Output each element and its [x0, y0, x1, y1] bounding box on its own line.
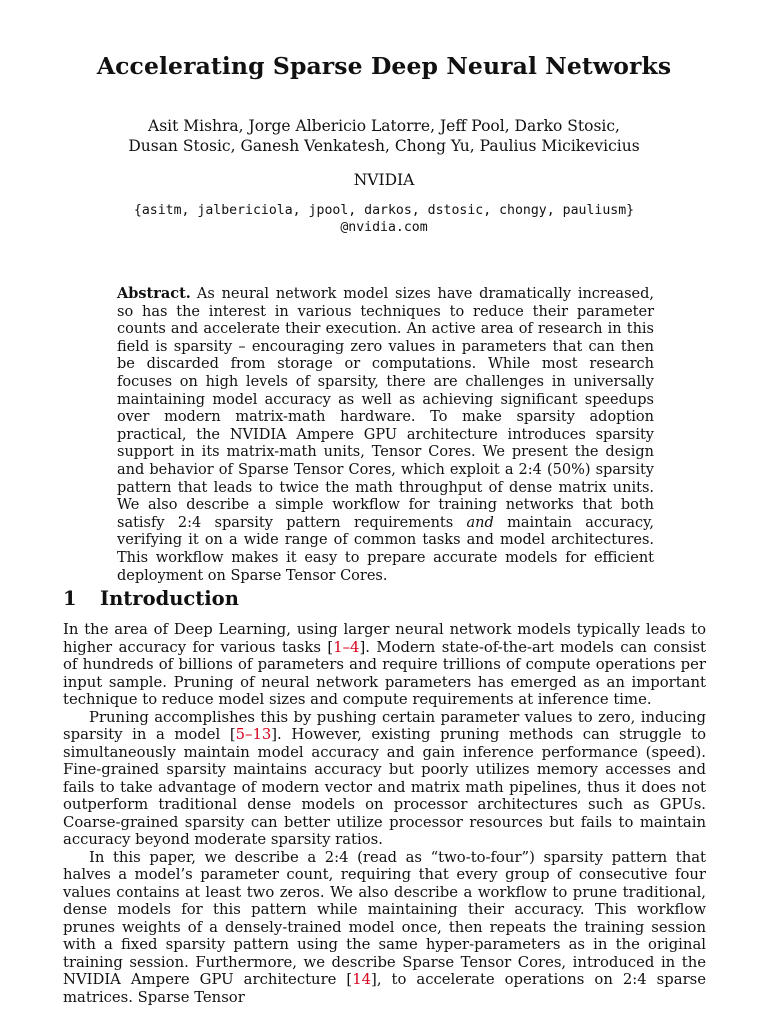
- author-line-2: Dusan Stosic, Ganesh Venkatesh, Chong Yu, Paulius Micikevicius: [128, 137, 640, 155]
- intro-p2-text-1: Pruning accomplishes this by pushing certain parameter values to zero, inducing sparsity in a model [: [63, 708, 706, 743]
- intro-paragraph-2: [63, 709, 706, 849]
- citation-link[interactable]: 14: [352, 971, 372, 988]
- affiliation: NVIDIA: [353, 171, 415, 189]
- abstract-label: Abstract.: [117, 285, 191, 302]
- introduction-body: [63, 621, 706, 1006]
- author-list: [0, 116, 768, 156]
- intro-paragraph-3: [63, 849, 706, 1007]
- section-number: 1: [63, 587, 77, 610]
- author-line-1: Asit Mishra, Jorge Albericio Latorre, Jeff Pool, Darko Stosic,: [148, 117, 620, 135]
- intro-paragraph-1: [63, 621, 706, 709]
- section-heading: [63, 587, 239, 610]
- intro-p2-text-2: ]. However, existing pruning methods can struggle to simultaneously maintain model accuracy and gain inference performance (speed). Fine-grained sparsity maintains accuracy but poorly utilizes memory accesses and fails to take advantage of modern vector and matrix math pipelines, thus it does not outperform traditional dense models on processor architectures such as GPUs. Coarse-grained sparsity can better utilize processor resources but fails to maintain accuracy beyond moderate sparsity ratios.: [63, 726, 706, 848]
- intro-p3-text-2: ], to accelerate operations on 2:4 sparse matrices. Sparse Tensor: [63, 971, 706, 1006]
- citation-link[interactable]: 5–13: [235, 726, 272, 743]
- citation-link[interactable]: 1–4: [333, 638, 360, 656]
- intro-p3-text-1: In this paper, we describe a 2:4 (read as “two-to-four”) sparsity pattern that halves a model’s parameter count, requiring that every group of consecutive four values contains at least two zeros. We also describe a workflow to prune traditional, dense models for this pattern while maintaining their accuracy. This workflow prunes weights of a densely-trained model once, then repeats the training session with a fixed sparsity pattern using the same hyper-parameters as in the original training session. Furthermore, we describe Sparse Tensor Cores, introduced in the NVIDIA Ampere GPU architecture [: [63, 848, 706, 988]
- intro-p1-text-1: In the area of Deep Learning, using larger neural network models typically leads to higher accuracy for various tasks [: [63, 621, 706, 656]
- abstract: [117, 285, 654, 585]
- email-line-1: {asitm, jalbericiola, jpool, darkos, dstosic, chongy, pauliusm}: [133, 203, 635, 218]
- paper-title: Accelerating Sparse Deep Neural Networks: [96, 52, 672, 80]
- abstract-text-1: As neural network model sizes have dramatically increased, so has the interest in various techniques to reduce their parameter counts and accelerate their execution. An active area of research in this field is sparsity – encouraging zero values in parameters that can then be discarded from storage or computations. While most research focuses on high levels of sparsity, there are challenges in universally maintaining model accuracy as well as achieving significant speedups over modern matrix-math hardware. To make sparsity adoption practical, the NVIDIA Ampere GPU architecture introduces sparsity support in its matrix-math units, Tensor Cores. We present the design and behavior of Sparse Tensor Cores, which exploit a 2:4 (50%) sparsity pattern that leads to twice the math throughput of dense matrix units. We also describe a simple workflow for training networks that both satisfy 2:4 sparsity pattern requirements: [117, 286, 654, 531]
- abstract-text-2: maintain accuracy, verifying it on a wide range of common tasks and model architectures. This workflow makes it easy to prepare accurate models for efficient deployment on Sparse Tensor Cores.: [117, 514, 655, 584]
- section-title: Introduction: [100, 587, 239, 610]
- email-list: [0, 202, 768, 236]
- intro-p1-text-2: ]. Modern state-of-the-art models can consist of hundreds of billions of parameters and require trillions of compute operations per input sample. Pruning of neural network parameters has emerged as an important technique to reduce model sizes and compute requirements at inference time.: [63, 638, 706, 708]
- email-line-2: @nvidia.com: [340, 220, 428, 235]
- abstract-emphasis: and: [466, 514, 494, 531]
